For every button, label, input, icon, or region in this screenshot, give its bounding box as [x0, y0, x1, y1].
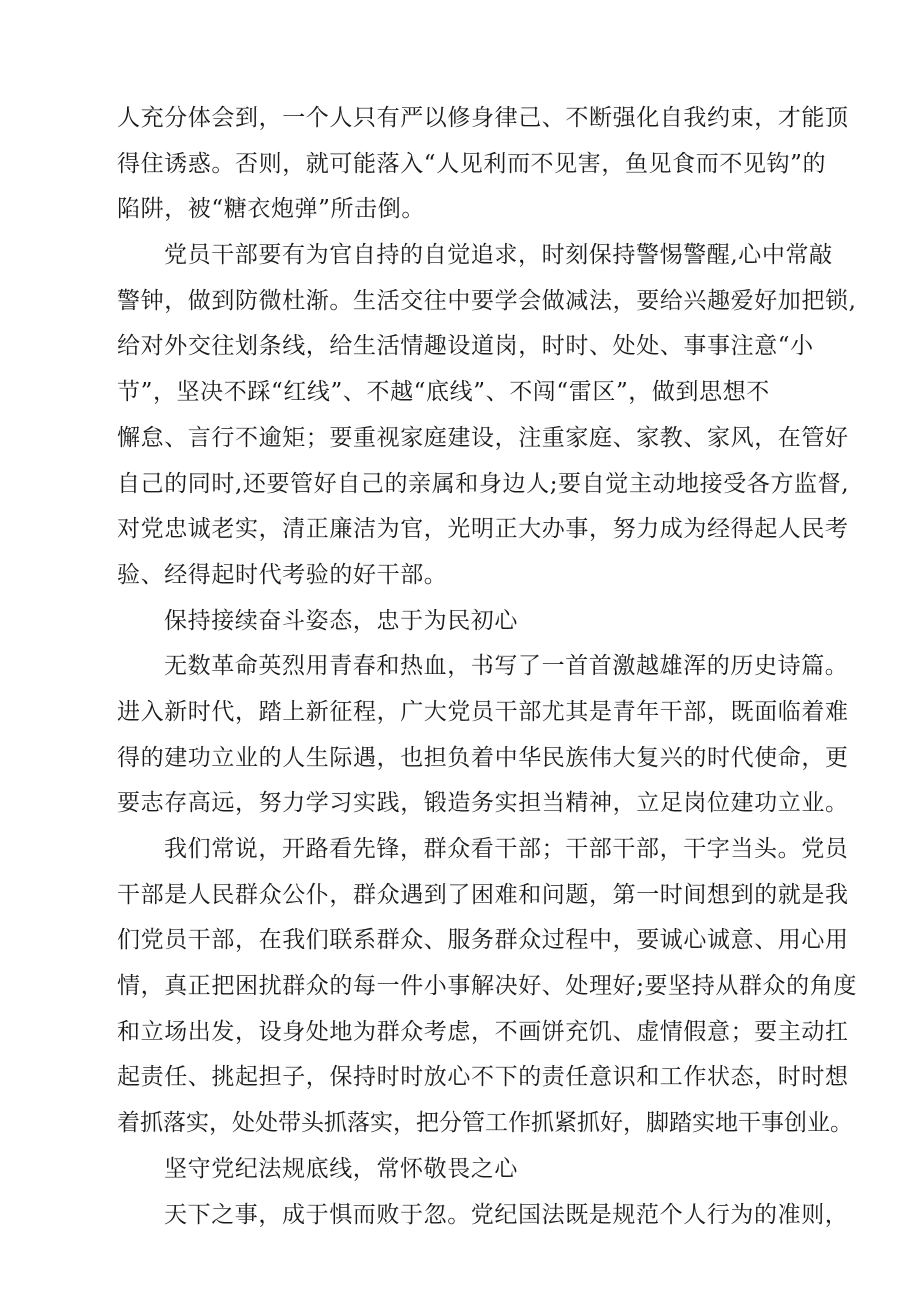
text-line: 进入新时代，踏上新征程，广大党员干部尤其是青年干部，既面临着难	[117, 698, 849, 725]
text-line: 干部是人民群众公仆，群众遇到了困难和问题，第一时间想到的就是我	[117, 881, 849, 908]
section-heading: 保持接续奋斗姿态，忠于为民初心	[164, 607, 518, 634]
text-line: 自己的同时,还要管好自己的亲属和身边人;要自觉主动地接受各方监督,	[117, 470, 850, 497]
text-line: 节”，坚决不踩“红线”、不越“底线”、不闯“雷区”，做到思想不	[117, 379, 770, 406]
text-line: 起责任、挑起担子，保持时时放心不下的责任意识和工作状态，时时想	[117, 1064, 849, 1091]
text-line: 着抓落实，处处带头抓落实，把分管工作抓紧抓好，脚踏实地干事创业。	[117, 1110, 853, 1137]
text-line: 情，真正把困扰群众的每一件小事解决好、处理好;要坚持从群众的角度	[117, 973, 857, 1000]
section-heading: 坚守党纪法规底线，常怀敬畏之心	[164, 1155, 518, 1182]
text-line: 要志存高远，努力学习实践，锻造务实担当精神，立足岗位建功立业。	[117, 790, 849, 817]
text-line: 人充分体会到，一个人只有严以修身律己、不断强化自我约束，才能顶	[117, 105, 849, 131]
text-line: 警钟，做到防微杜渐。生活交往中要学会做减法，要给兴趣爱好加把锁,	[117, 287, 857, 314]
paragraph-start-line: 天下之事，成于惧而败于忽。党纪国法既是规范个人行为的准则，	[164, 1201, 849, 1228]
paragraph-start-line: 我们常说，开路看先锋，群众看干部；干部干部，干字当头。党员	[164, 836, 849, 862]
document-body	[117, 96, 857, 1238]
text-line: 懈怠、言行不逾矩；要重视家庭建设，注重家庭、家教、家风，在管好	[117, 424, 849, 451]
text-line: 们党员干部，在我们联系群众、服务群众过程中，要诚心诚意、用心用	[117, 927, 849, 954]
paragraph-start-line: 无数革命英烈用青春和热血，书写了一首首激越雄浑的历史诗篇。	[164, 653, 849, 680]
text-line: 对党忠诚老实，清正廉洁为官，光明正大办事，努力成为经得起人民考	[117, 516, 849, 543]
text-line: 陷阱，被“糖衣炮弹”所击倒。	[117, 196, 425, 223]
text-line: 得的建功立业的人生际遇，也担负着中华民族伟大复兴的时代使命，更	[117, 744, 849, 771]
text-line: 验、经得起时代考验的好干部。	[117, 561, 448, 588]
text-line: 和立场出发，设身处地为群众考虑，不画饼充饥、虚情假意；要主动扛	[117, 1018, 849, 1045]
text-line: 给对外交往划条线，给生活情趣设道岗，时时、处处、事事注意“小	[117, 333, 814, 360]
paragraph-start-line: 党员干部要有为官自持的自觉追求，时刻保持警惕警醒,心中常敲	[164, 242, 833, 269]
text-line: 得住诱惑。否则，就可能落入“人见利而不见害，鱼见食而不见钩”的	[117, 150, 827, 177]
